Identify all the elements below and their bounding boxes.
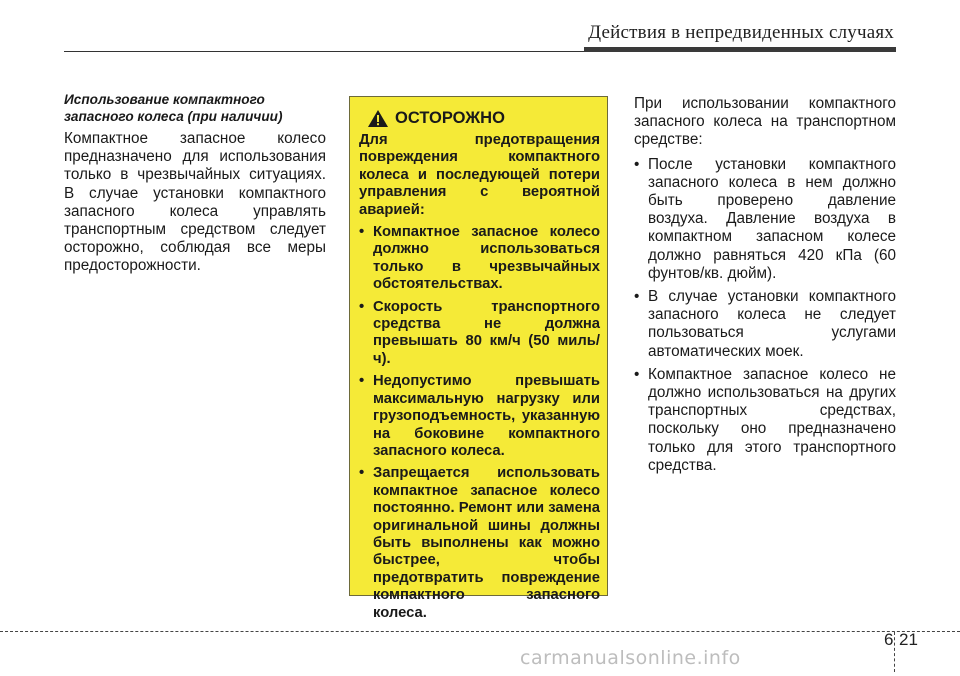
warning-intro: Для предотвращения повреждения компактного колеса и последующей потери управления с вероятной аварией: [359,132,600,218]
right-item: • Компактное запасное колесо не должно использоваться на других транспортных средствах, поскольку оно предназначено только для этого транспортного средства. [634,365,896,474]
right-column [634,95,896,480]
page-header-title: Действия в непредвиденных случаях [588,22,894,43]
right-intro: При использовании компактного запасного колеса на транспортном средстве: [634,95,896,149]
footer-rule [0,631,960,632]
watermark: carmanualsonline.info [520,647,741,669]
header-rule-thin [64,51,584,52]
section-title: Использование компактного запасного колеса (при наличии) [64,92,283,124]
bullet: • [359,373,365,390]
warning-heading: ОСТОРОЖНО [395,108,505,127]
warning-box [349,96,608,621]
page-number-divider [894,632,895,672]
warning-item: • Недопустимо превышать максимальную нагрузку или грузоподъемность, указанную на боковине компактного запасного колеса. [359,373,600,459]
left-column [64,92,326,276]
bullet: • [359,465,365,482]
header-rule-thick [584,47,896,52]
right-item: • В случае установки компактного запасного колеса не следует пользоваться услугами автоматических моек. [634,288,896,360]
warning-list [359,224,600,622]
bullet: • [634,155,640,173]
section-number: 6 [884,630,894,649]
bullet: • [359,224,365,241]
warning-item: • Скорость транспортного средства не должна превышать 80 км/ч (50 миль/ч). [359,298,600,367]
warning-triangle-icon [367,109,389,128]
warning-item: • Запрещается использовать компактное запасное колесо постоянно. Ремонт или замена оригинальной шины должны быть выполнены как можно быстрее, чтобы предотвратить повреждение компактного запасного колеса. [359,465,600,621]
warning-item: • Компактное запасное колесо должно использоваться только в чрезвычайных обстоятельствах. [359,224,600,293]
right-item: • После установки компактного запасного колеса в нем должно быть проверено давление воздуха. Давление воздуха в компактном запасном колесе должно равняться 420 кПа (60 фунтов/кв. дюйм). [634,155,896,282]
section-body: Компактное запасное колесо предназначено для использования только в чрезвычайных ситуациях. В случае установки компактного запасного колеса управлять транспортным средством следует осторожно, соблюдая все меры предосторожности. [64,130,326,275]
right-list [634,156,896,475]
bullet: • [359,298,365,315]
page-number: 21 [899,630,918,649]
warning-heading-row [367,109,600,128]
bullet: • [634,288,640,306]
bullet: • [634,365,640,383]
